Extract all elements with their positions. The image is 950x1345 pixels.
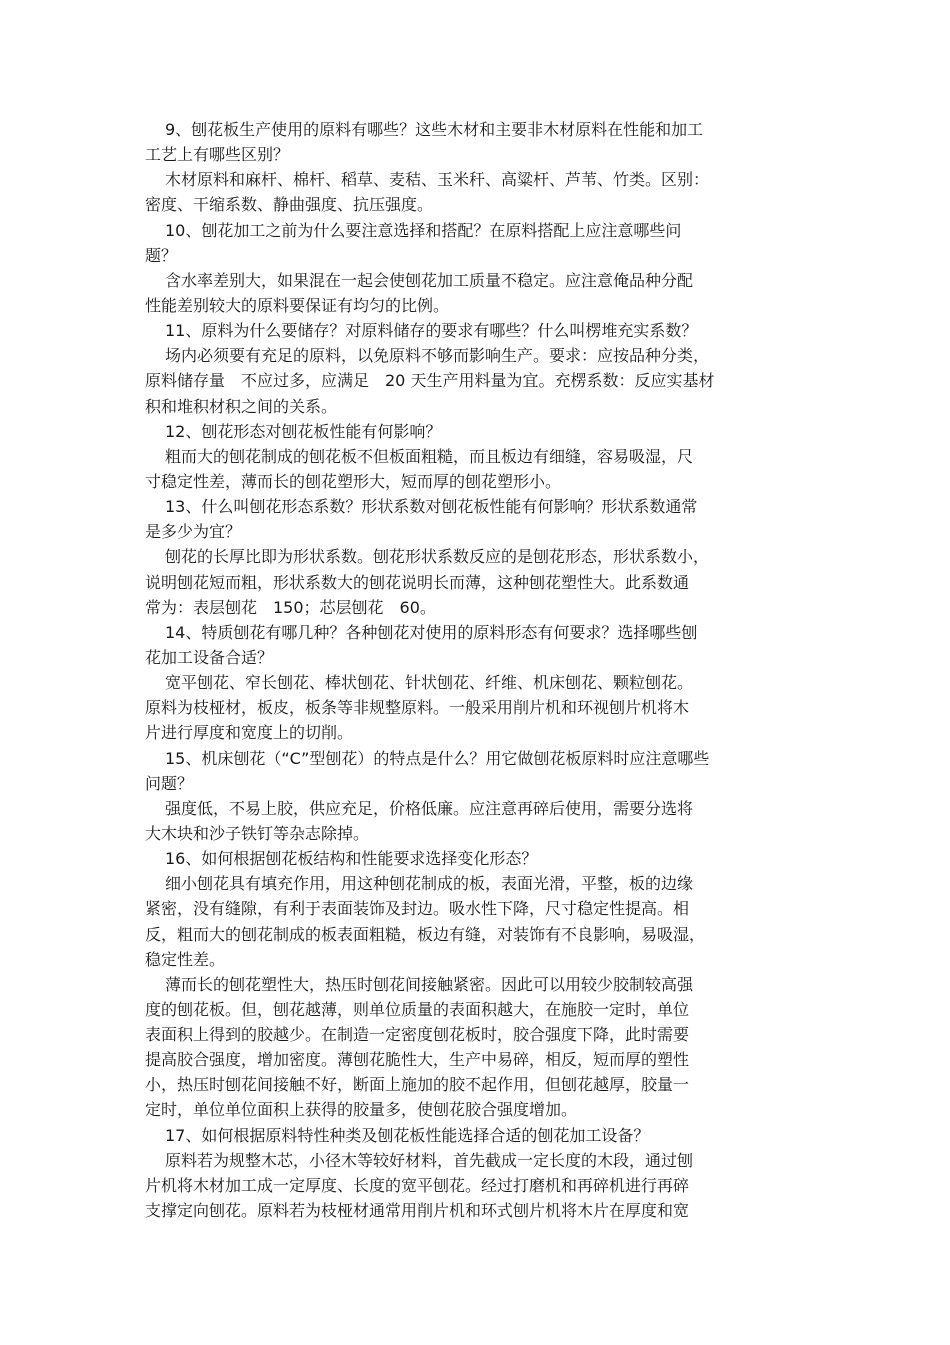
answer-11-line-2: 原料储存量 不应过多，应满足 20 天生产用料量为宜。充楞系数：反应实基材 — [145, 371, 715, 391]
document-body — [145, 117, 785, 1223]
answer-16-p2-line-1: 薄而长的刨花塑性大，热压时刨花间接触紧密。因此可以用较少胶制较高强 — [165, 974, 694, 994]
question-15-line-2: 问题？ — [145, 773, 194, 793]
answer-16-p2-line-5: 小，热压时刨花间接触不好，断面上施加的胶不起作用，但刨花越厚，胶量一 — [145, 1075, 690, 1095]
answer-17-line-2: 片机将木材加工成一定厚度、长度的宽平刨花。经过打磨机和再碎机进行再碎 — [145, 1175, 690, 1195]
answer-10-line-1: 含水率差别大，如果混在一起会使刨花加工质量不稳定。应注意俺品种分配 — [165, 270, 694, 290]
question-13-line-2: 是多少为宜？ — [145, 522, 242, 542]
question-9-line-1: 9、刨花板生产使用的原料有哪些？这些木材和主要非木材原料在性能和加工 — [165, 120, 704, 139]
answer-15-line-2: 大木块和沙子铁钉等杂志除掉。 — [145, 823, 370, 843]
answer-9-line-1: 木材原料和麻杆、棉杆、稻草、麦秸、玉米秆、高粱杆、芦苇、竹类。区别： — [165, 170, 710, 190]
answer-16-p1-line-3: 反，粗而大的刨花制成的板表面粗糙，板边有缝，对装饰有不良影响，易吸湿， — [145, 924, 706, 944]
answer-11-line-3: 积和堆积材积之间的关系。 — [145, 396, 338, 416]
answer-16-p2-line-4: 提高胶合强度，增加密度。薄刨花脆性大，生产中易碎，相反，短而厚的塑性 — [145, 1050, 690, 1070]
answer-11-line-1: 场内必须要有充足的原料，以免原料不够而影响生产。要求：应按品种分类， — [165, 346, 710, 366]
answer-16-p1-line-2: 紧密，没有缝隙，有利于表面装饰及封边。吸水性下降，尺寸稳定性提高。相 — [145, 899, 690, 919]
answer-12-line-1: 粗而大的刨花制成的刨花板不但板面粗糙，而且板边有细缝，容易吸湿，尺 — [165, 446, 694, 466]
question-16-line-1: 16、如何根据刨花板结构和性能要求选择变化形态？ — [165, 849, 538, 869]
question-10-line-2: 题？ — [145, 245, 178, 265]
answer-9-line-2: 密度、干缩系数、静曲强度、抗压强度。 — [145, 195, 434, 215]
answer-14-line-1: 宽平刨花、窄长刨花、棒状刨花、针状刨花、纤维、机床刨花、颗粒刨花。 — [165, 673, 694, 693]
answer-13-line-2: 说明刨花短而粗，形状系数大的刨花说明长而薄，这种刨花塑性大。此系数通 — [145, 572, 690, 592]
question-9-line-2: 工艺上有哪些区别？ — [145, 145, 290, 165]
answer-13-line-1: 刨花的长厚比即为形状系数。刨花形状系数反应的是刨花形态，形状系数小， — [165, 547, 710, 567]
answer-17-line-3: 支撑定向刨花。原料若为枝桠材通常用削片机和环式刨片机将木片在厚度和宽 — [145, 1201, 690, 1221]
answer-17-line-1: 原料若为规整木芯，小径木等较好材料，首先截成一定长度的木段，通过刨 — [165, 1150, 694, 1170]
answer-14-line-2: 原料为枝桠材，板皮，板条等非规整原料。一般采用削片机和环视刨片机将木 — [145, 698, 690, 718]
answer-16-p1-line-1: 细小刨花具有填充作用，用这种刨花制成的板，表面光滑，平整，板的边缘 — [165, 874, 694, 894]
question-11-line-1: 11、原料为什么要储存？对原料储存的要求有哪些？什么叫楞堆充实系数？ — [165, 321, 698, 341]
answer-12-line-2: 寸稳定性差，薄而长的刨花塑形大，短而厚的刨花塑形小。 — [145, 471, 562, 491]
answer-14-line-3: 片进行厚度和宽度上的切削。 — [145, 723, 354, 743]
answer-15-line-1: 强度低，不易上胶，供应充足，价格低廉。应注意再碎后使用，需要分选将 — [165, 798, 694, 818]
answer-16-p2-line-6: 定时，单位单位面积上获得的胶量多，使刨花胶合强度增加。 — [145, 1100, 578, 1120]
answer-10-line-2: 性能差别较大的原料要保证有均匀的比例。 — [145, 295, 450, 315]
answer-16-p2-line-2: 度的刨花板。但，刨花越薄，则单位质量的表面积越大，在施胶一定时，单位 — [145, 999, 690, 1019]
question-10-line-1: 10、刨花加工之前为什么要注意选择和搭配？在原料搭配上应注意哪些问 — [165, 220, 682, 240]
question-12-line-1: 12、刨花形态对刨花板性能有何影响？ — [165, 421, 442, 441]
question-13-line-1: 13、什么叫刨花形态系数？形状系数对刨花板性能有何影响？形状系数通常 — [165, 497, 698, 517]
answer-16-p2-line-3: 表面积上得到的胶越少。在制造一定密度刨花板时，胶合强度下降，此时需要 — [145, 1025, 690, 1045]
answer-16-p1-line-4: 稳定性差。 — [145, 949, 226, 969]
question-14-line-2: 花加工设备合适？ — [145, 647, 274, 667]
answer-13-line-3: 常为：表层刨花 150；芯层刨花 60。 — [145, 597, 436, 617]
question-15-line-1: 15、机床刨花（“C”型刨花）的特点是什么？用它做刨花板原料时应注意哪些 — [165, 748, 710, 768]
question-17-line-1: 17、如何根据原料特性种类及刨花板性能选择合适的刨花加工设备？ — [165, 1125, 650, 1145]
question-14-line-1: 14、特质刨花有哪几种？各种刨花对使用的原料形态有何要求？选择哪些刨 — [165, 622, 698, 642]
